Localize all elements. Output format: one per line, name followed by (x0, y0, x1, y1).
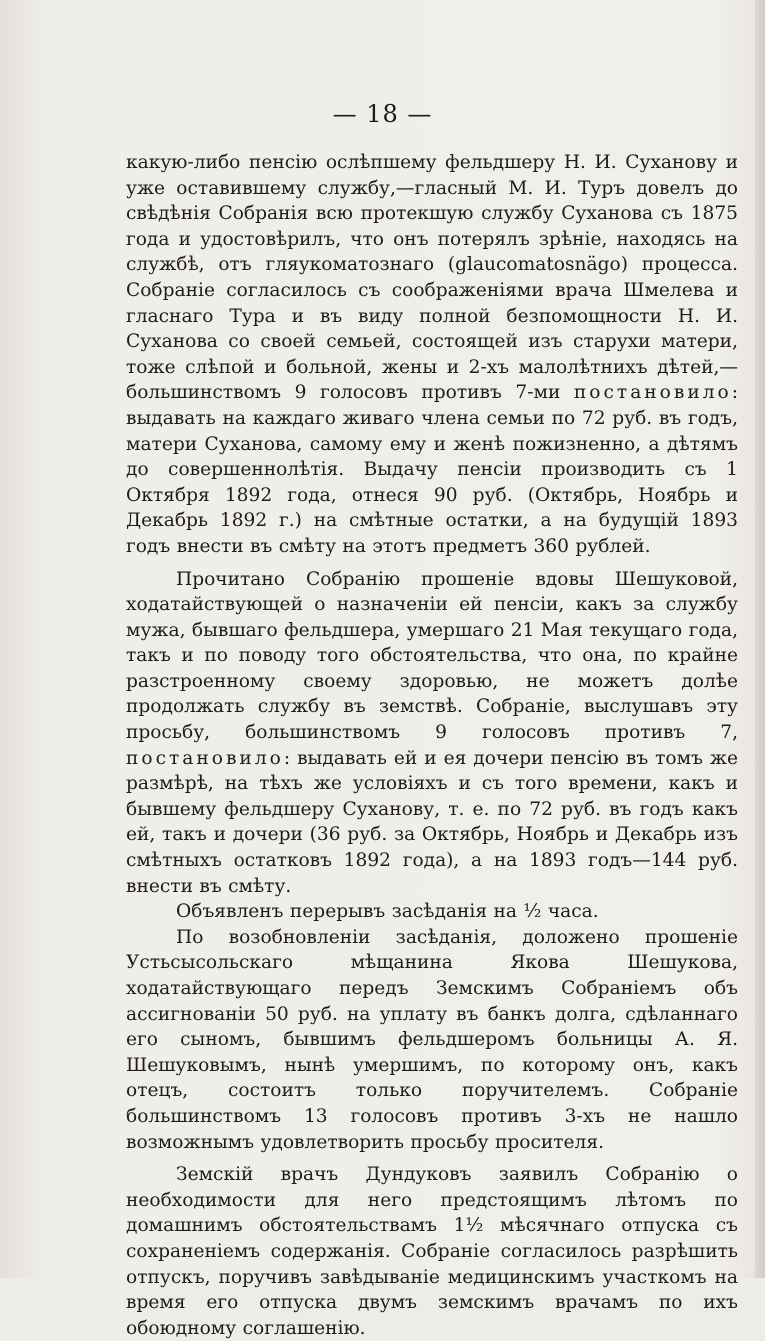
paragraph-petition-sheshukov: По возобновленіи засѣданія, доложено прошеніе Устьсысольскаго мѣщанина Якова Шешукова, ходатайствующаго передъ Земскимъ Собраніемъ объ ассигнованіи 50 руб. на уплату въ банкъ долга, сдѣланнаго его сыномъ, бывшимъ фельдшеромъ больницы А. Я. Шешуковымъ, нынѣ умершимъ, по которому онъ, какъ отецъ, состоитъ только поручителемъ. Собраніе большинствомъ 13 голосовъ противъ 3-хъ не нашло возможнымъ удовлетворить просьбу просителя. (126, 926, 738, 1153)
paragraph-pension-sheshukova: Прочитано Собранію прошеніе вдовы Шешуковой, ходатайствующей о назначеніи ей пенсіи, какъ за службу мужа, бывшаго фельдшера, умершаго 21 Мая текущаго года, такъ и по поводу того обстоятельства, что она, по крайне разстроенному своему здоровью, не можетъ долѣе продолжать службу въ земствѣ. Собраніе, выслушавъ эту просьбу, большинствомъ 9 голосовъ противъ 7, постановило: выдавать ей и ея дочери пенсію въ томъ же размѣрѣ, на тѣхъ же условіяхъ и съ того времени, какъ и бывшему фельдшеру Суханову, т. е. по 72 руб. въ годъ какъ ей, такъ и дочери (36 руб. за Октябрь, Ноябрь и Декабрь изъ смѣтныхъ остатковъ 1892 года), а на 1893 годъ—144 руб. внести въ смѣту. (126, 568, 738, 897)
body-text (126, 150, 738, 1341)
paragraph-recess: Объявленъ перерывъ засѣданія на ½ часа. (176, 901, 599, 923)
page-number: — 18 — (332, 100, 433, 128)
resolution-keyword: постановило (573, 382, 732, 404)
page-gutter (755, 0, 765, 1278)
paragraph-pension-sukhanov: какую-либо пенсію ослѣпшему фельдшеру Н. И. Суханову и уже оставившему службу,—гласный М. И. Туръ довелъ до свѣдѣнія Собранія всю протекшую службу Суханова съ 1875 года и удостовѣрилъ, что онъ потерялъ зрѣніе, находясь на службѣ, отъ гляукоматознаго (glaucomatosnägo) процесса. Собраніе согласилось съ соображеніями врача Шмелева и гласнаго Тура и въ виду полной безпомощности Н. И. Суханова со своей семьей, состоящей изъ старухи матери, тоже слѣпой и больной, жены и 2-хъ малолѣтнихъ дѣтей,—большинствомъ 9 голосовъ противъ 7-ми постановило: выдавать на каждаго живаго члена семьи по 72 руб. въ годъ, матери Суханова, самому ему и женѣ пожизненно, а дѣтямъ до совершеннолѣтія. Выдачу пенсіи производить съ 1 Октября 1892 года, отнеся 90 руб. (Октябрь, Ноябрь и Декабрь 1892 г.) на смѣтные остатки, а на будущій 1893 годъ внести въ смѣту на этотъ предметъ 360 рублей. (126, 152, 738, 557)
paragraph-doctor-leave: Земскій врачъ Дундуковъ заявилъ Собранію о необходимости для него предстоящимъ лѣтомъ по домашнимъ обстоятельствамъ 1½ мѣсячнаго отпуска съ сохраненіемъ содержанія. Собраніе согласилось разрѣшить отпускъ, поручивъ завѣдываніе медицинскимъ участкомъ на время его отпуска двумъ земскимъ врачамъ по ихъ обоюдному соглашенію. (126, 1164, 738, 1339)
resolution-keyword: постановило (126, 747, 284, 769)
